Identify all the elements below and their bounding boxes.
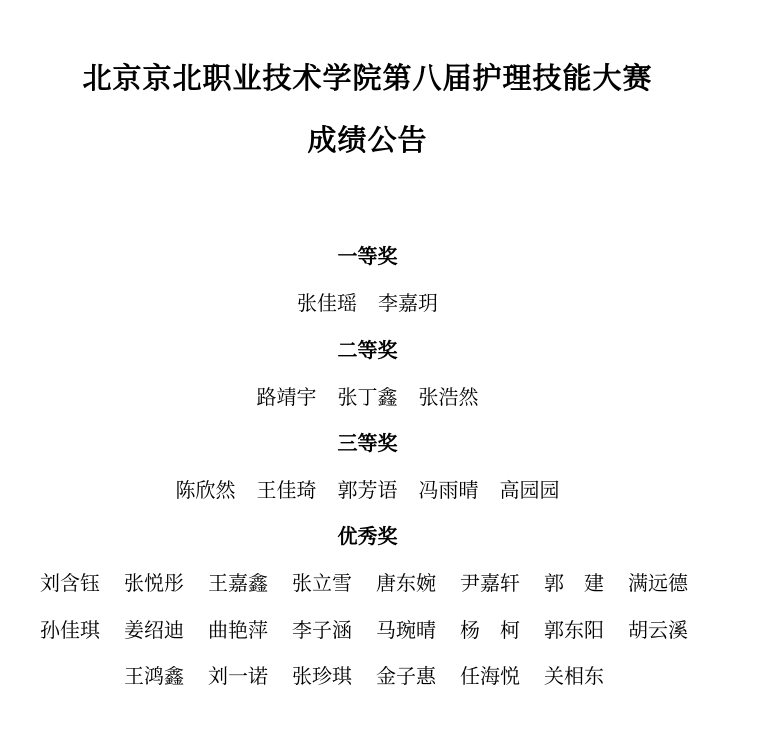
heading-third-prize: 三等奖 [337,431,398,455]
first-prize-names [0,290,735,316]
winner-name: 张立雪 [292,571,352,595]
winner-name: 杨 柯 [460,618,520,642]
winner-name: 张珍琪 [292,664,352,688]
winner-name: 关相东 [544,664,604,688]
heading-first-prize: 一等奖 [337,244,398,268]
winner-name: 李子涵 [292,618,352,642]
winner-name: 郭芳语 [337,478,398,502]
winner-name: 高园园 [499,478,560,502]
excellence-row-1 [40,570,712,596]
winner-name: 尹嘉轩 [460,571,520,595]
winner-name: 刘一诺 [208,664,268,688]
winner-name: 王鸿鑫 [124,664,184,688]
winner-name: 刘含钰 [40,571,100,595]
winner-name: 姜绍迪 [124,618,184,642]
winner-name: 金子惠 [376,664,436,688]
winner-name: 张浩然 [418,385,479,409]
third-prize-names [0,477,735,503]
winner-name: 满远德 [628,571,688,595]
winner-name: 郭 建 [544,571,604,595]
winner-name: 张丁鑫 [337,385,398,409]
title-line-1: 北京京北职业技术学院第八届护理技能大赛 [82,61,653,95]
winner-name: 路靖宇 [256,385,317,409]
winner-name: 张佳瑶 [297,291,357,315]
winner-name: 王嘉鑫 [208,571,268,595]
winner-name: 冯雨晴 [418,478,479,502]
winner-name: 郭东阳 [544,618,604,642]
winner-name: 曲艳萍 [208,618,268,642]
title-line-2: 成绩公告 [307,123,428,157]
heading-excellence-award: 优秀奖 [337,524,398,548]
winner-name: 李嘉玥 [378,291,438,315]
heading-second-prize: 二等奖 [337,338,398,362]
winner-name: 唐东婉 [376,571,436,595]
winner-name: 张悦彤 [124,571,184,595]
winner-name: 陈欣然 [175,478,236,502]
excellence-row-3 [124,663,628,689]
second-prize-names [0,384,735,410]
winner-name: 任海悦 [460,664,520,688]
winner-name: 马琬晴 [376,618,436,642]
winner-name: 胡云溪 [628,618,688,642]
excellence-row-2 [40,617,712,643]
winner-name: 王佳琦 [256,478,317,502]
winner-name: 孙佳琪 [40,618,100,642]
